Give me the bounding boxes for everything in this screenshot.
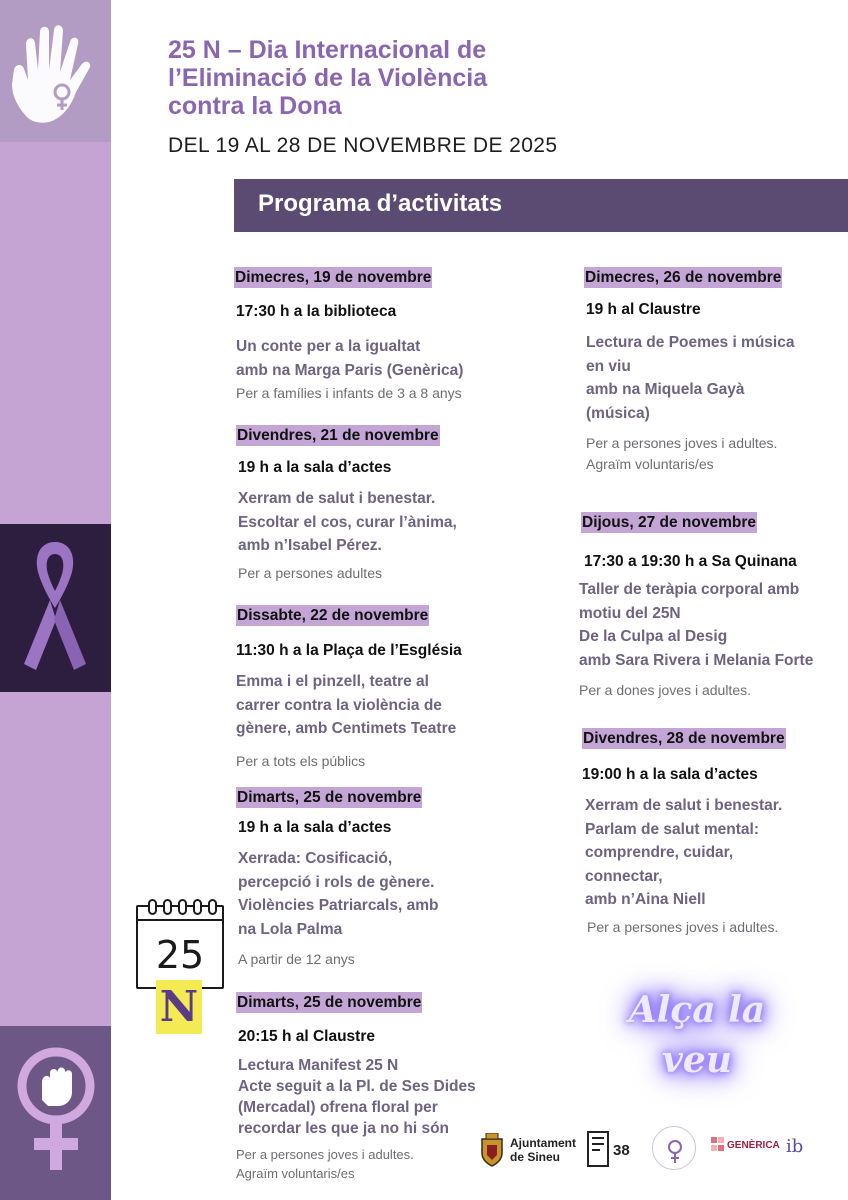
strip-top <box>0 0 111 142</box>
logo-ibd-text: ib <box>786 1136 804 1157</box>
audience-line: A partir de 12 anys <box>238 951 355 967</box>
event-audience <box>238 563 382 584</box>
desc-line: Taller de teràpia corporal amb <box>579 581 800 598</box>
event-day: Dimarts, 25 de novembre <box>237 789 422 806</box>
event-time: 19 h a la sala d’actes <box>238 459 392 476</box>
desc-line: Lectura Manifest 25 N <box>238 1057 399 1074</box>
program-title: Programa d’activitats <box>258 190 503 217</box>
desc-line: (Mercadal) ofrena floral per <box>238 1099 438 1116</box>
logo-generica-text: GENÈRICA <box>727 1140 780 1151</box>
event-description <box>238 1055 476 1139</box>
slogan-line: Alça la <box>628 989 766 1031</box>
calendar-icon <box>136 905 224 989</box>
program-header-bar <box>234 179 848 232</box>
event-day: Dimarts, 25 de novembre <box>237 994 422 1011</box>
desc-line: en viu <box>586 357 631 375</box>
event-audience <box>238 949 355 970</box>
page-title <box>168 36 668 120</box>
slogan-line: veu <box>662 1039 732 1081</box>
female-fist-symbol-icon <box>0 1026 111 1200</box>
desc-line: recordar les que ja no hi són <box>238 1120 450 1137</box>
audience-line: Per a famílies i infants de 3 a 8 anys <box>236 385 462 401</box>
audience-line: Agraïm voluntaris/es <box>236 1166 355 1181</box>
event-audience <box>236 751 365 772</box>
logo-ajuntament-text <box>510 1136 576 1164</box>
desc-line: na Lola Palma <box>238 920 343 938</box>
strip-dark <box>0 524 111 692</box>
calendar-number: 25 <box>155 933 205 977</box>
book-icon <box>586 1130 612 1170</box>
audience-line: Per a persones joves i adultes. <box>586 435 778 451</box>
desc-line: gènere, amb Centimets Teatre <box>236 720 457 737</box>
event-time: 19 h a la sala d’actes <box>238 819 392 836</box>
event-day: Divendres, 28 de novembre <box>583 730 785 747</box>
raised-hand-icon <box>0 0 111 142</box>
desc-line: amb na Marga Paris (Genèrica) <box>236 361 464 379</box>
strip-light-2 <box>0 692 111 1026</box>
awareness-ribbon-icon <box>0 524 111 692</box>
title-line: contra la Dona <box>168 92 342 120</box>
event-audience <box>586 433 777 475</box>
desc-line: Xerram de salut i benestar. <box>238 490 436 507</box>
event-audience <box>579 680 751 701</box>
n-letter-badge: N <box>156 980 202 1034</box>
audience-line: Per a persones joves i adultes. <box>236 1147 414 1162</box>
desc-line: Parlam de salut mental: <box>585 820 760 838</box>
generica-mark-icon <box>711 1137 725 1167</box>
tree-symbol-icon <box>653 1127 697 1171</box>
logo-biblioteca <box>586 1130 638 1172</box>
event-time: 19:00 h a la sala d’actes <box>582 766 758 783</box>
logo-ibd <box>786 1136 822 1170</box>
event-day: Dijous, 27 de novembre <box>582 514 756 531</box>
event-audience <box>236 1145 414 1183</box>
desc-line: Xerram de salut i benestar. <box>585 797 783 814</box>
event-day: Dimecres, 19 de novembre <box>235 269 432 286</box>
event-time: 11:30 h a la Plaça de l’Església <box>236 642 462 659</box>
desc-line: Violències Patriarcals, amb <box>238 897 439 914</box>
event-day: Dissabte, 22 de novembre <box>237 607 429 624</box>
coat-of-arms-icon <box>478 1133 506 1167</box>
audience-line: Per a tots els públics <box>236 753 366 769</box>
audience-line: Per a dones joves i adultes. <box>579 682 751 698</box>
event-description <box>236 335 463 382</box>
title-line: l’Eliminació de la Violència <box>168 64 488 92</box>
desc-line: De la Culpa al Desig <box>579 628 728 645</box>
desc-line: amb n’Isabel Pérez. <box>238 537 382 554</box>
event-description <box>238 487 457 558</box>
desc-line: carrer contra la violència de <box>236 696 442 714</box>
event-audience <box>236 383 462 404</box>
desc-line: Lectura de Poemes i música <box>586 334 795 351</box>
event-time: 20:15 h al Claustre <box>238 1028 375 1045</box>
desc-line: motiu del 25N <box>579 604 681 622</box>
desc-line: percepció i rols de gènere. <box>238 873 435 891</box>
event-day: Divendres, 21 de novembre <box>237 427 439 444</box>
desc-line: amb Sara Rivera i Melania Forte <box>579 651 814 669</box>
event-time: 19 h al Claustre <box>586 301 701 318</box>
desc-line: Escoltar el cos, curar l’ànima, <box>238 513 457 531</box>
logo-text-line: de Sineu <box>510 1150 561 1164</box>
desc-line: Un conte per a la igualtat <box>236 338 421 355</box>
biblioteca-anniversary-number: 38 <box>613 1142 630 1159</box>
desc-line: Xerrada: Cosificació, <box>238 850 393 867</box>
desc-line: Emma i el pinzell, teatre al <box>236 673 429 690</box>
event-description <box>585 794 782 912</box>
audience-line: Per a persones adultes <box>238 565 382 581</box>
event-time: 17:30 a 19:30 h a Sa Quinana <box>584 553 797 570</box>
event-description <box>579 578 813 672</box>
desc-line: connectar, <box>585 867 663 885</box>
event-description <box>586 331 794 425</box>
strip-light-1 <box>0 142 111 524</box>
audience-line: Per a persones joves i adultes. <box>587 919 779 935</box>
logo-dones-arrel <box>652 1126 696 1170</box>
desc-line: Acte seguit a la Pl. de Ses Dides <box>238 1078 476 1095</box>
event-audience <box>587 917 778 938</box>
desc-line: comprendre, cuidar, <box>585 844 734 861</box>
logo-generica <box>711 1134 780 1170</box>
strip-bottom <box>0 1026 111 1200</box>
event-description <box>238 847 438 941</box>
desc-line: amb n’Aina Niell <box>585 891 706 908</box>
title-line: 25 N – Dia Internacional de <box>168 36 487 64</box>
desc-line: (música) <box>586 404 650 422</box>
event-day: Dimecres, 26 de novembre <box>585 269 782 286</box>
event-time: 17:30 h a la biblioteca <box>236 303 397 320</box>
neon-slogan <box>622 985 772 1085</box>
logo-text-line: Ajuntament <box>510 1136 576 1150</box>
desc-line: amb na Miquela Gayà <box>586 381 745 398</box>
audience-line: Agraïm voluntaris/es <box>586 456 714 472</box>
date-range: DEL 19 AL 28 DE NOVEMBRE DE 2025 <box>168 134 558 157</box>
event-description <box>236 670 456 741</box>
